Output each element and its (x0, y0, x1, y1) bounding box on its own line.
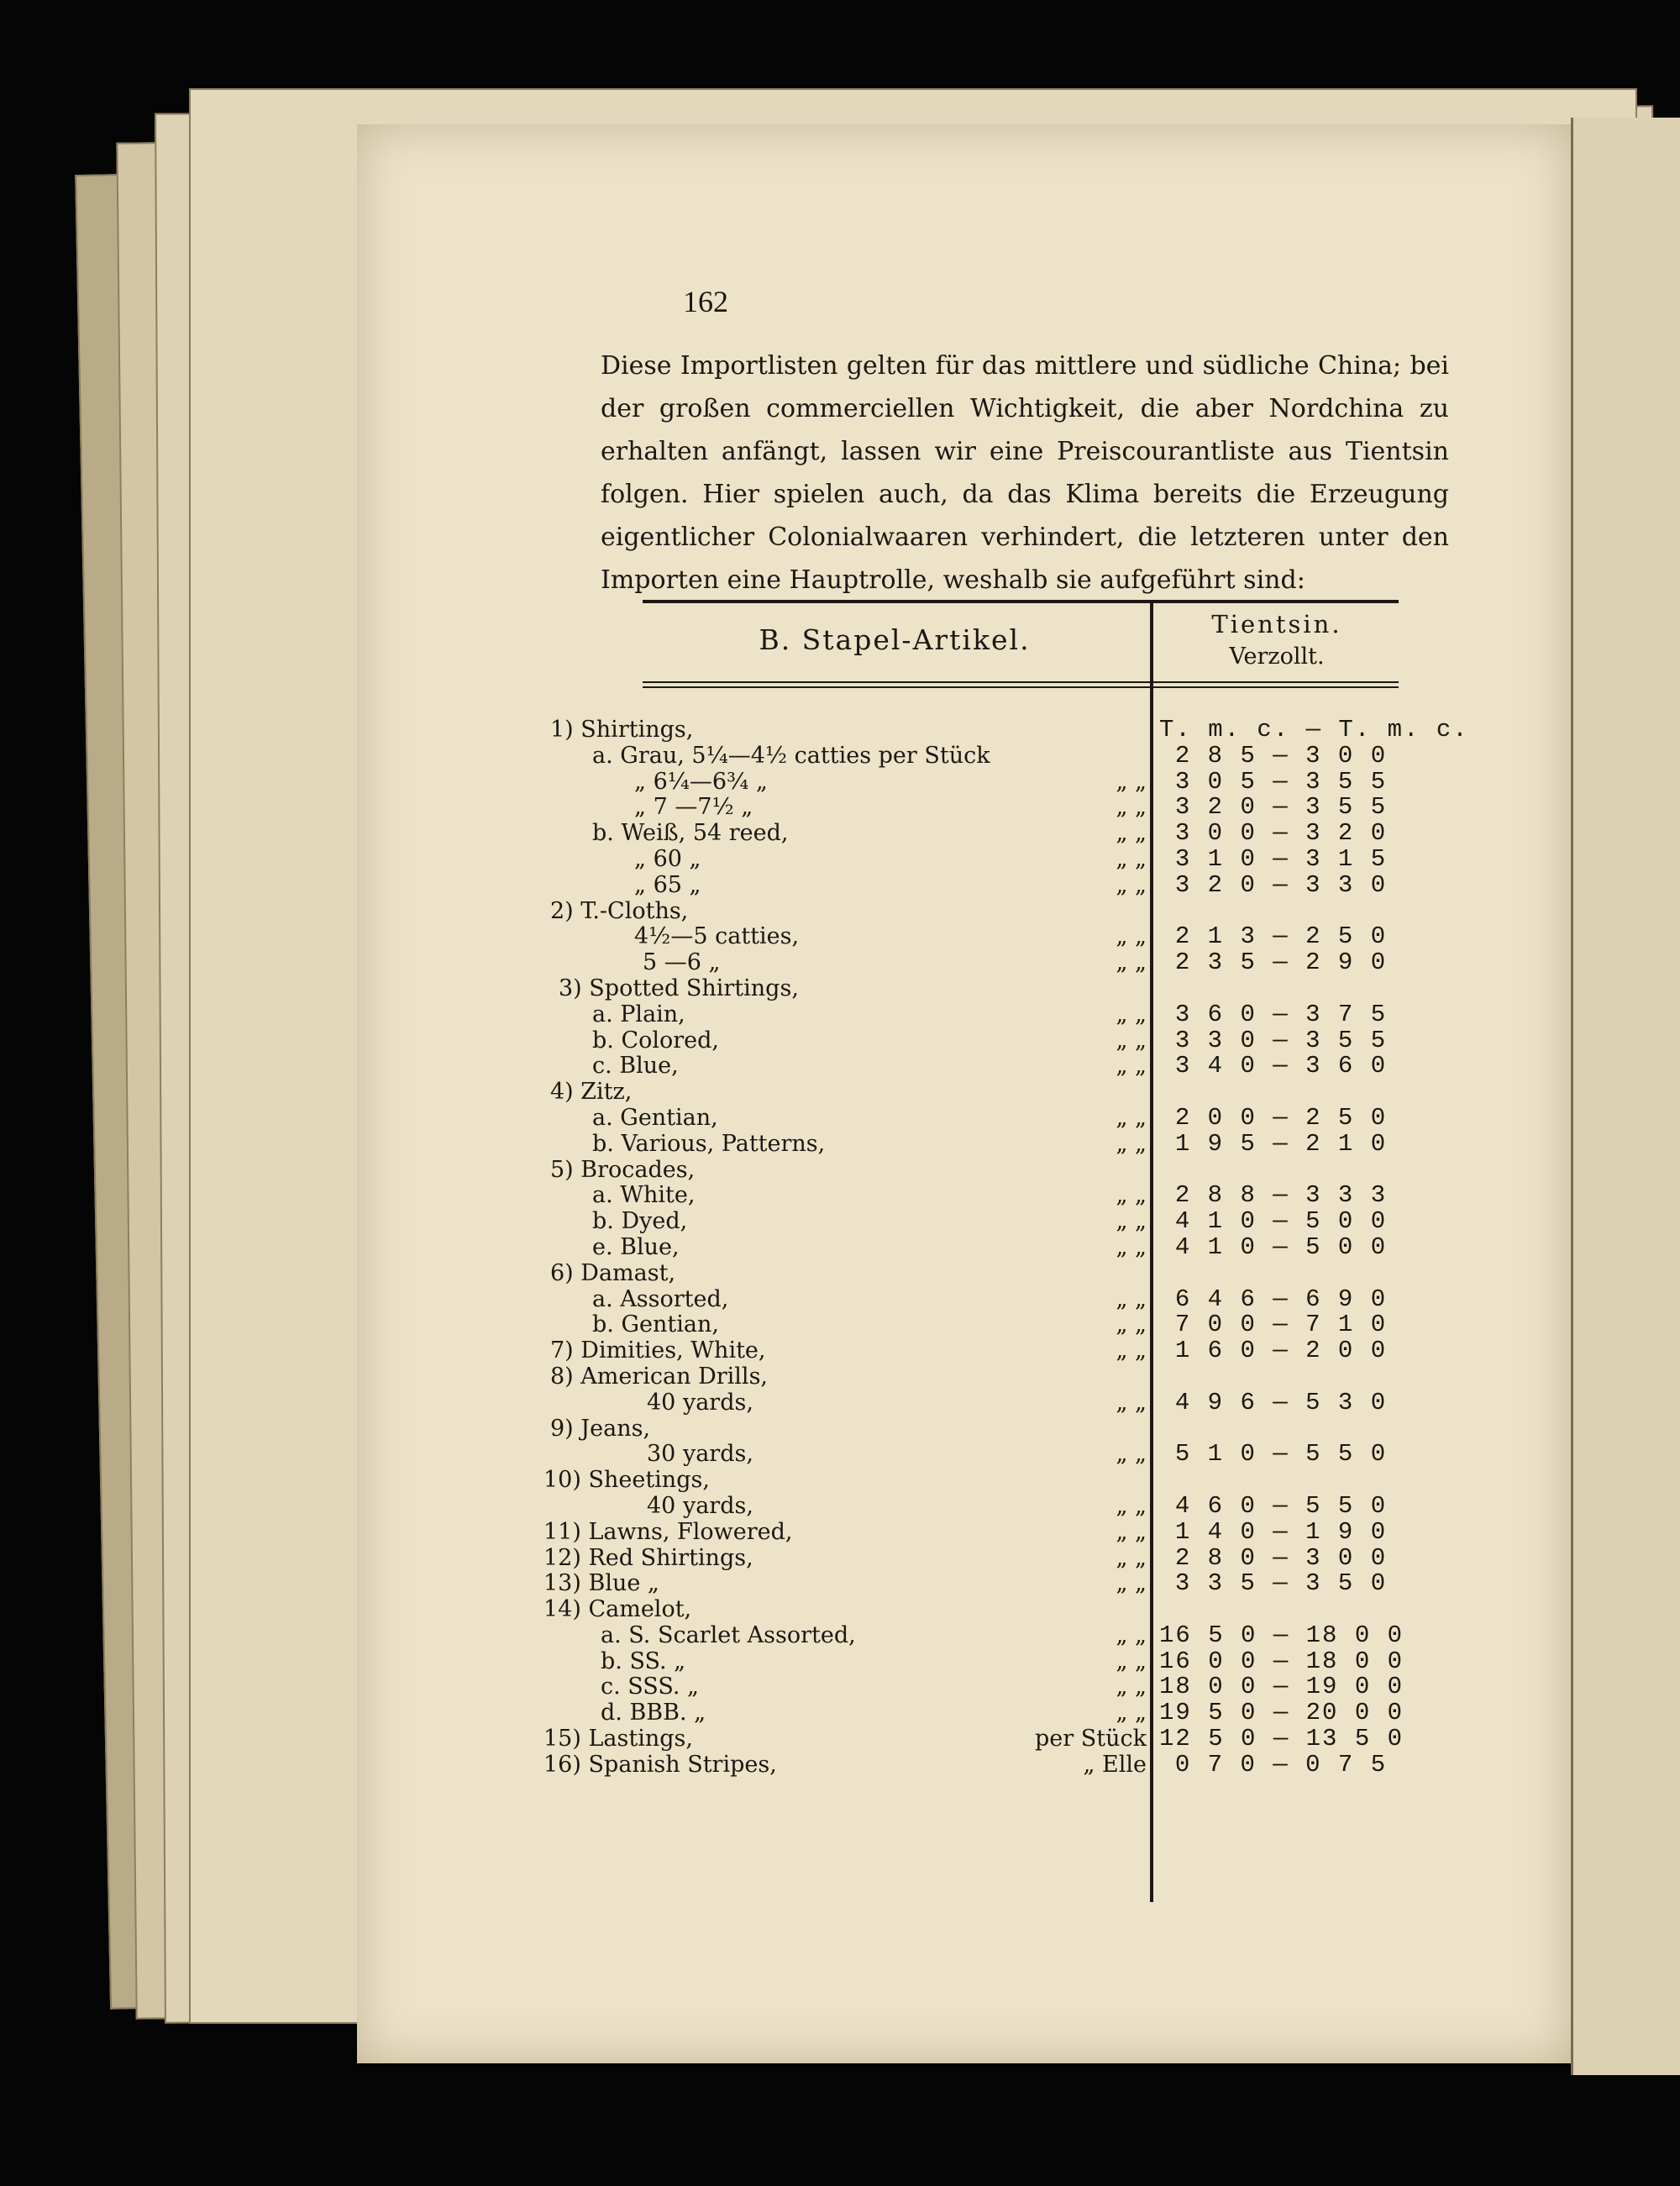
price-range: 4 1 0 — 5 0 0 (1174, 1207, 1388, 1236)
article-name: „ 60 „ (634, 845, 701, 872)
article-name: 16) Spanish Stripes, (543, 1751, 777, 1778)
table-row (357, 899, 1571, 925)
price-range: 5 1 0 — 5 5 0 (1174, 1440, 1388, 1469)
price-range: 3 3 5 — 3 5 0 (1174, 1569, 1388, 1598)
article-name: c. SSS. „ (601, 1674, 700, 1700)
table-row (357, 741, 1571, 770)
article-name: 9) Jeans, (550, 1415, 651, 1442)
article-name: 1) Shirtings, (550, 717, 694, 743)
page-number: 162 (683, 285, 728, 318)
article-name: a. White, (592, 1182, 696, 1209)
table-row (357, 1002, 1571, 1028)
price-range: 3 0 5 — 3 5 5 (1174, 767, 1388, 796)
table-row (357, 1623, 1571, 1649)
table-row (357, 1338, 1571, 1364)
article-name: a. S. Scarlet Assorted, (601, 1621, 856, 1648)
table-row (357, 795, 1571, 821)
article-name: 7) Dimities, White, (550, 1337, 766, 1364)
price-range: 19 5 0 — 20 0 0 (1159, 1699, 1404, 1727)
table-row (357, 1726, 1571, 1752)
article-name: b. SS. „ (601, 1647, 686, 1674)
page-content (357, 124, 1571, 2063)
table-row (357, 844, 1571, 873)
price-range: 2 0 0 — 2 5 0 (1174, 1103, 1388, 1132)
table-row (357, 1103, 1571, 1132)
price-range: 2 3 5 — 2 9 0 (1174, 948, 1388, 977)
unit-marker: „ „ (1116, 1544, 1147, 1571)
article-name: b. Weiß, 54 reed, (592, 820, 789, 847)
article-name: 4½—5 catties, (634, 923, 800, 950)
table-row (357, 924, 1571, 950)
table-row (357, 1080, 1571, 1106)
unit-marker: „ „ (1116, 1518, 1147, 1545)
unit-marker: „ „ (1116, 820, 1147, 847)
table-row (357, 870, 1571, 899)
table-row (357, 767, 1571, 796)
price-range: T. m. c. — T. m. c. (1159, 716, 1469, 744)
article-name: „ 6¼—6¾ „ (634, 768, 768, 795)
article-name: 3) Spotted Shirtings, (559, 975, 799, 1001)
price-range: 3 2 0 — 3 3 0 (1174, 870, 1388, 899)
price-range: 2 8 5 — 3 0 0 (1174, 741, 1388, 770)
table-row (357, 1571, 1571, 1597)
table-row (357, 717, 1571, 744)
article-name: 6) Damast, (550, 1259, 676, 1286)
article-name: 14) Camelot, (543, 1596, 692, 1623)
price-range: 4 1 0 — 5 0 0 (1174, 1232, 1388, 1261)
unit-marker: „ „ (1116, 1104, 1147, 1131)
table-row (357, 1752, 1571, 1779)
table-row (357, 1700, 1571, 1726)
table-row (357, 1491, 1571, 1520)
price-range: 16 0 0 — 18 0 0 (1159, 1647, 1404, 1675)
article-name: 5) Brocades, (550, 1156, 696, 1183)
table-row (357, 1028, 1571, 1054)
unit-marker: „ „ (1116, 1621, 1147, 1648)
unit-marker: „ „ (1116, 1001, 1147, 1027)
price-range: 3 6 0 — 3 7 5 (1174, 1000, 1388, 1028)
article-name: 4) Zitz, (550, 1079, 633, 1106)
unit-marker: „ „ (1116, 1233, 1147, 1260)
article-name: b. Various, Patterns, (592, 1130, 826, 1157)
table-row (357, 950, 1571, 976)
article-name: 13) Blue „ (543, 1570, 659, 1597)
table-row (357, 1597, 1571, 1623)
article-name: 40 yards, (647, 1389, 753, 1416)
unit-marker: „ „ (1116, 1130, 1147, 1157)
price-range: 2 1 3 — 2 5 0 (1174, 922, 1388, 951)
unit-marker: „ „ (1116, 1700, 1147, 1726)
table-row (357, 821, 1571, 847)
article-name: d. BBB. „ (601, 1700, 706, 1726)
unit-marker: „ „ (1116, 1647, 1147, 1674)
article-name: a. Plain, (592, 1001, 685, 1027)
table-row (357, 1054, 1571, 1080)
table-top-rule (643, 600, 1399, 603)
article-name: 15) Lastings, (543, 1726, 693, 1752)
price-range: 3 1 0 — 3 1 5 (1174, 844, 1388, 873)
price-range: 16 5 0 — 18 0 0 (1159, 1621, 1404, 1649)
table-row (357, 1468, 1571, 1494)
table-row (357, 1183, 1571, 1209)
table-row (357, 1517, 1571, 1546)
price-range: 7 0 0 — 7 1 0 (1174, 1311, 1388, 1339)
article-name: „ 65 „ (634, 871, 701, 898)
intro-paragraph: Diese Importlisten gelten für das mittlere und südliche China; bei der großen commerciellen Wichtigkeit, die aber Nordchina zu erhalten anfängt, lassen wir eine Preiscourantliste aus Tientsin folgen. Hier spielen auch, da das Klima bereits die Erzeugung eigentlicher Colonialwaaren verhindert, die letzteren unter den Importen eine Hauptrolle, weshalb sie aufgeführt sind: (601, 351, 1449, 595)
table-row (357, 1261, 1571, 1287)
price-range: 3 4 0 — 3 6 0 (1174, 1052, 1388, 1080)
price-range: 3 3 0 — 3 5 5 (1174, 1026, 1388, 1054)
table-header-rule (643, 681, 1399, 683)
price-range: 6 4 6 — 6 9 0 (1174, 1285, 1388, 1313)
price-table-body (357, 717, 1571, 1779)
article-name: a. Grau, 5¼—4½ catties per Stück (592, 742, 990, 769)
price-range: 4 9 6 — 5 3 0 (1174, 1388, 1388, 1416)
unit-marker: „ „ (1116, 1311, 1147, 1338)
price-range: 18 0 0 — 19 0 0 (1159, 1673, 1404, 1701)
table-row (357, 1390, 1571, 1416)
price-range: 4 6 0 — 5 5 0 (1174, 1491, 1388, 1520)
article-name: „ 7 —7½ „ (634, 794, 753, 821)
table-header-rule-double (643, 686, 1399, 688)
unit-marker: „ Elle (1083, 1751, 1147, 1778)
unit-marker: „ „ (1116, 949, 1147, 976)
price-range: 0 7 0 — 0 7 5 (1174, 1750, 1388, 1779)
article-name: 11) Lawns, Flowered, (543, 1518, 793, 1545)
price-range: 1 6 0 — 2 0 0 (1174, 1337, 1388, 1365)
table-row (357, 1442, 1571, 1468)
unit-marker: „ „ (1116, 1492, 1147, 1519)
unit-marker: „ „ (1116, 1208, 1147, 1235)
price-range: 3 2 0 — 3 5 5 (1174, 793, 1388, 822)
article-name: 5 —6 „ (643, 949, 721, 976)
table-heading-articles: B. Stapel-Artikel. (759, 623, 1031, 656)
unit-marker: „ „ (1116, 1053, 1147, 1080)
table-row (357, 976, 1571, 1002)
unit-marker: per Stück (1035, 1726, 1147, 1752)
article-name: 10) Sheetings, (543, 1467, 710, 1494)
unit-marker: „ „ (1116, 1674, 1147, 1700)
unit-marker: „ „ (1116, 1182, 1147, 1209)
unit-marker: „ „ (1116, 768, 1147, 795)
price-range: 1 9 5 — 2 1 0 (1174, 1129, 1388, 1158)
price-range: 12 5 0 — 13 5 0 (1159, 1725, 1404, 1753)
table-row (357, 1543, 1571, 1572)
book-page (357, 124, 1571, 2063)
table-heading-city: Tientsin. (1211, 610, 1342, 638)
unit-marker: „ „ (1116, 1389, 1147, 1416)
article-name: a. Assorted, (592, 1285, 729, 1312)
unit-marker: „ „ (1116, 1285, 1147, 1312)
table-row (357, 1158, 1571, 1184)
price-range: 2 8 8 — 3 3 3 (1174, 1181, 1388, 1210)
article-name: c. Blue, (592, 1053, 679, 1080)
unit-marker: „ „ (1116, 794, 1147, 821)
table-row (357, 1129, 1571, 1158)
table-row (357, 1416, 1571, 1442)
article-name: b. Colored, (592, 1027, 720, 1054)
article-name: e. Blue, (592, 1233, 680, 1260)
unit-marker: „ „ (1116, 871, 1147, 898)
price-range: 3 0 0 — 3 2 0 (1174, 819, 1388, 848)
table-row (357, 1674, 1571, 1700)
table-row (357, 1364, 1571, 1390)
price-range: 1 4 0 — 1 9 0 (1174, 1517, 1388, 1546)
table-row (357, 1209, 1571, 1235)
article-name: 40 yards, (647, 1492, 753, 1519)
facing-page-edge (1571, 118, 1680, 2075)
article-name: b. Gentian, (592, 1311, 719, 1338)
table-row (357, 1649, 1571, 1675)
article-name: 12) Red Shirtings, (543, 1544, 753, 1571)
article-name: 8) American Drills, (550, 1363, 769, 1390)
price-range: 2 8 0 — 3 0 0 (1174, 1543, 1388, 1572)
article-name: 30 yards, (647, 1441, 753, 1468)
article-name: b. Dyed, (592, 1208, 688, 1235)
unit-marker: „ „ (1116, 1027, 1147, 1054)
article-name: a. Gentian, (592, 1104, 718, 1131)
unit-marker: „ „ (1116, 1570, 1147, 1597)
unit-marker: „ „ (1116, 845, 1147, 872)
table-heading-duty: Verzollt. (1229, 644, 1325, 670)
table-row (357, 1287, 1571, 1313)
table-row (357, 1312, 1571, 1338)
article-name: 2) T.-Cloths, (550, 897, 689, 924)
unit-marker: „ „ (1116, 1337, 1147, 1364)
unit-marker: „ „ (1116, 1441, 1147, 1468)
table-row (357, 1232, 1571, 1261)
unit-marker: „ „ (1116, 923, 1147, 950)
